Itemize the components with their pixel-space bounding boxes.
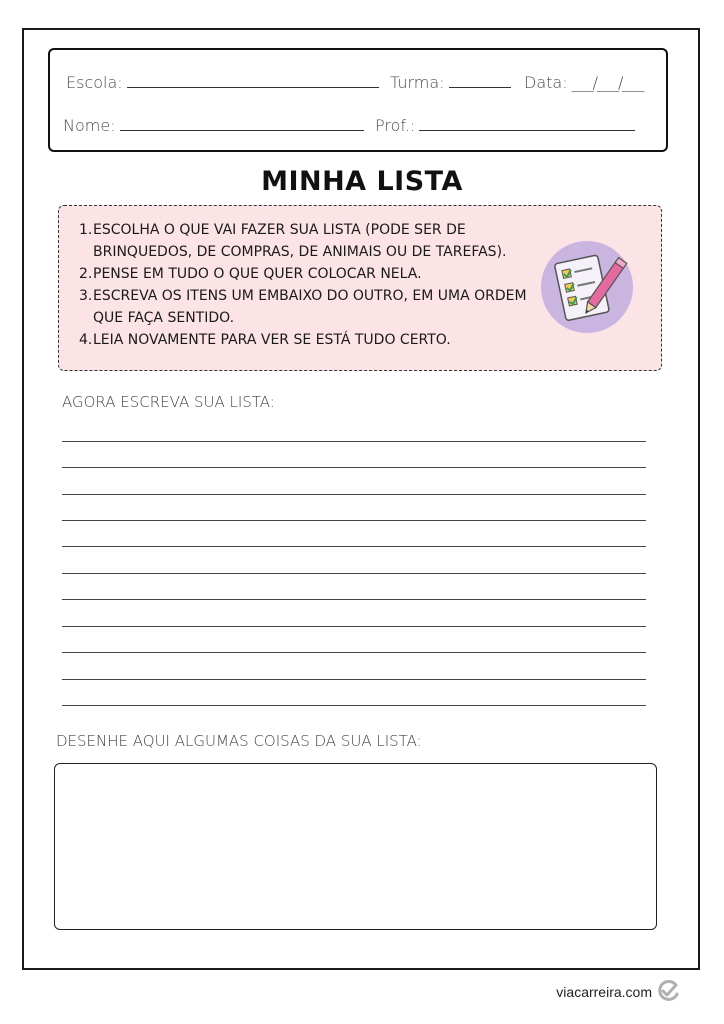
writing-line[interactable] bbox=[62, 494, 646, 495]
instruction-item bbox=[79, 219, 539, 263]
name-field[interactable] bbox=[63, 116, 364, 135]
date-placeholder[interactable]: ___/___/___ bbox=[571, 73, 644, 92]
write-section-label: AGORA ESCREVA SUA LISTA: bbox=[62, 393, 275, 411]
writing-line[interactable] bbox=[62, 626, 646, 627]
instruction-item bbox=[79, 285, 539, 329]
writing-line[interactable] bbox=[62, 573, 646, 574]
drawing-area[interactable] bbox=[54, 763, 657, 930]
name-line[interactable] bbox=[120, 116, 364, 131]
class-line[interactable] bbox=[449, 73, 511, 88]
student-info-box bbox=[48, 48, 668, 152]
writing-line[interactable] bbox=[62, 520, 646, 521]
checklist-pencil-icon bbox=[540, 240, 634, 334]
instruction-number: 3. bbox=[79, 288, 93, 304]
writing-line[interactable] bbox=[62, 546, 646, 547]
instruction-text: LEIA NOVAMENTE PARA VER SE ESTÁ TUDO CERTO. bbox=[93, 332, 451, 348]
teacher-field[interactable] bbox=[375, 116, 635, 135]
teacher-line[interactable] bbox=[419, 116, 635, 131]
school-field[interactable] bbox=[66, 73, 379, 92]
name-label: Nome: bbox=[63, 116, 116, 135]
school-label: Escola: bbox=[66, 73, 123, 92]
writing-line[interactable] bbox=[62, 467, 646, 468]
instruction-number: 1. bbox=[79, 222, 93, 238]
writing-line[interactable] bbox=[62, 441, 646, 442]
footer-brand: viacarreira.com bbox=[556, 984, 652, 1000]
teacher-label: Prof.: bbox=[375, 116, 416, 135]
writing-line[interactable] bbox=[62, 705, 646, 706]
instruction-item bbox=[79, 329, 539, 351]
instruction-text: ESCREVA OS ITENS UM EMBAIXO DO OUTRO, EM UMA ORDEM QUE FAÇA SENTIDO. bbox=[93, 288, 527, 326]
instructions-list bbox=[79, 219, 539, 351]
instruction-item bbox=[79, 263, 539, 285]
writing-line[interactable] bbox=[62, 679, 646, 680]
instruction-number: 4. bbox=[79, 332, 93, 348]
viacarreira-logo-icon bbox=[655, 978, 681, 1004]
date-field[interactable] bbox=[524, 73, 643, 92]
instruction-text: ESCOLHA O QUE VAI FAZER SUA LISTA (PODE SER DE BRINQUEDOS, DE COMPRAS, DE ANIMAIS OU DE TAREFAS). bbox=[93, 222, 507, 260]
instruction-number: 2. bbox=[79, 266, 93, 282]
date-label: Data: bbox=[524, 73, 568, 92]
writing-line[interactable] bbox=[62, 599, 646, 600]
class-field[interactable] bbox=[390, 73, 511, 92]
page-title: MINHA LISTA bbox=[261, 166, 463, 197]
writing-line[interactable] bbox=[62, 652, 646, 653]
instruction-text: PENSE EM TUDO O QUE QUER COLOCAR NELA. bbox=[93, 266, 422, 282]
class-label: Turma: bbox=[390, 73, 445, 92]
draw-section-label: DESENHE AQUI ALGUMAS COISAS DA SUA LISTA: bbox=[56, 732, 422, 750]
school-line[interactable] bbox=[127, 73, 379, 88]
